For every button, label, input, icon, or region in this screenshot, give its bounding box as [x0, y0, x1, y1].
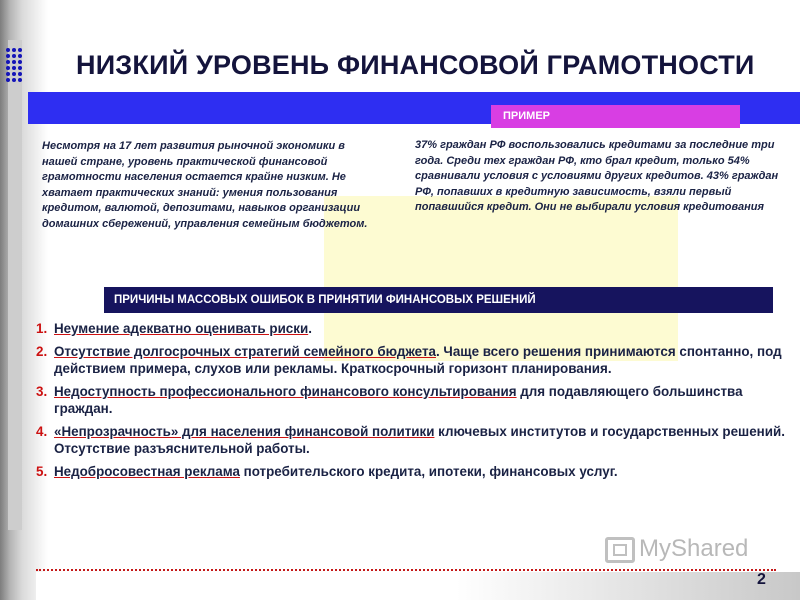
item-number: 4.	[36, 424, 48, 439]
example-text: 37% граждан РФ воспользовались кредитами за последние три года. Среди тех граждан РФ, кто брал кредит, только 54% сравнивали условия с условиями других кредитов. 43% граждан РФ, попавших в кредитную зависимость, взяли первый попавшийся кредит. Они не выбирали условия кредитования	[415, 139, 779, 213]
item-key-phrase: Недоступность профессионального финансового консультирования	[54, 384, 517, 399]
item-key-phrase: «Непрозрачность» для населения финансовой политики	[54, 424, 435, 439]
page-number: 2	[757, 571, 766, 588]
item-text: . Чаще всего решения принимаются спонтанно, под действием примера, слухов или рекламы. Краткосрочный горизонт планирования.	[54, 344, 782, 376]
list-item	[36, 423, 792, 457]
example-label: ПРИМЕР	[491, 105, 740, 128]
item-number: 2.	[36, 344, 48, 359]
list-item	[36, 463, 792, 480]
presentation-icon	[605, 537, 635, 563]
list-item	[36, 383, 792, 417]
reasons-list	[36, 320, 792, 486]
reasons-header: ПРИЧИНЫ МАССОВЫХ ОШИБОК В ПРИНЯТИИ ФИНАНСОВЫХ РЕШЕНИЙ	[104, 287, 773, 313]
list-item	[36, 320, 792, 337]
item-text: для подавляющего большинства граждан.	[54, 384, 743, 416]
item-text: потребительского кредита, ипотеки, финансовых услуг.	[239, 464, 618, 479]
list-item	[36, 343, 792, 377]
item-number: 1.	[36, 321, 48, 336]
item-text: ключевых институтов и государственных решений. Отсутствие разъяснительной работы.	[54, 424, 785, 456]
slide-title: НИЗКИЙ УРОВЕНЬ ФИНАНСОВОЙ ГРАМОТНОСТИ	[76, 50, 755, 80]
left-decorative-stripe	[8, 40, 22, 530]
item-number: 3.	[36, 384, 48, 399]
item-text: .	[308, 321, 312, 336]
item-key-phrase: Отсутствие долгосрочных стратегий семейного бюджета	[54, 344, 436, 359]
item-key-phrase: Недобросовестная реклама	[54, 464, 240, 479]
dot-grid-icon	[6, 48, 22, 88]
intro-text: Несмотря на 17 лет развития рыночной экономики в нашей стране, уровень практической финансовой грамотности населения остается крайне низким. Не хватает практических знаний: умения пользования кредитом, валютой, депозитами, навыков организации домашних сбережений, управления семейным бюджетом.	[42, 140, 368, 230]
watermark-text: MyShared	[639, 535, 749, 562]
footer-band	[36, 572, 800, 600]
item-number: 5.	[36, 464, 48, 479]
item-key-phrase: Неумение адекватно оценивать риски	[54, 321, 309, 336]
watermark	[605, 534, 748, 564]
dotted-divider	[36, 569, 776, 571]
